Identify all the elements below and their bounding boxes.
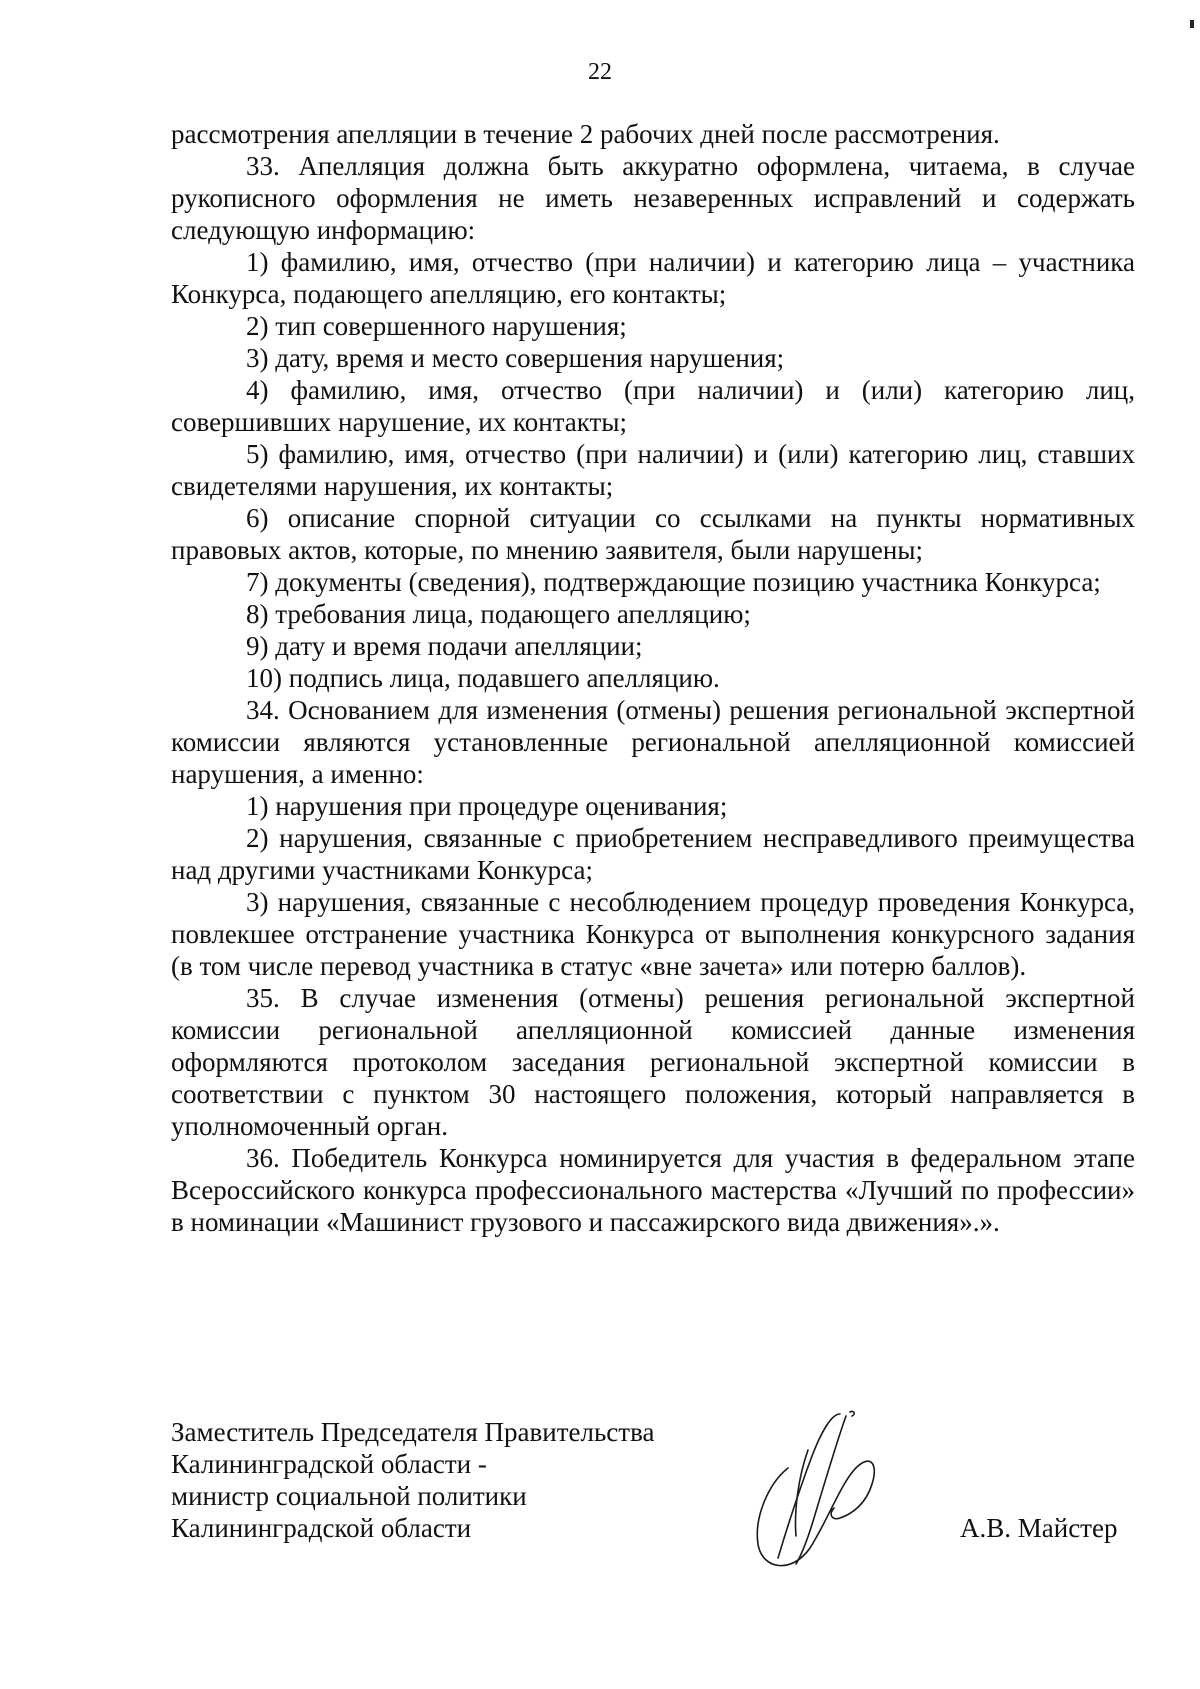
paragraph-34-item-2: 2) нарушения, связанные с приобретением несправедливого преимущества над другими участниками Конкурса; bbox=[171, 823, 1135, 885]
paragraph-33-item-4: 4) фамилию, имя, отчество (при наличии) и (или) категорию лиц, совершивших нарушение, их контакты; bbox=[171, 375, 1135, 437]
paragraph-33-item-3: 3) дату, время и место совершения нарушения; bbox=[246, 343, 785, 373]
paragraph-33-item-8: 8) требования лица, подающего апелляцию; bbox=[246, 599, 751, 629]
paragraph-33-item-9: 9) дату и время подачи апелляции; bbox=[246, 631, 643, 661]
paragraph-33-item-7: 7) документы (сведения), подтверждающие позицию участника Конкурса; bbox=[246, 567, 1101, 597]
paragraph-36: 36. Победитель Конкурса номинируется для участия в федеральном этапе Всероссийского конкурса профессионального мастерства «Лучший по профессии» в номинации «Машинист грузового и пассажирского вида движения».». bbox=[171, 1143, 1135, 1237]
paragraph-34-item-3: 3) нарушения, связанные с несоблюдением процедур проведения Конкурса, повлекшее отстранение участника Конкурса от выполнения конкурсного задания (в том числе перевод участника в статус «вне зачета» или потерю баллов). bbox=[171, 887, 1135, 981]
paragraph-continuation: рассмотрения апелляции в течение 2 рабочих дней после рассмотрения. bbox=[171, 119, 1000, 149]
signatory-position-line: министр социальной политики bbox=[171, 1481, 527, 1511]
scan-artifact bbox=[1190, 20, 1194, 28]
page-number: 22 bbox=[588, 59, 612, 85]
signatory-position bbox=[171, 1416, 731, 1544]
signatory-position-line: Заместитель Председателя Правительства bbox=[171, 1417, 655, 1447]
paragraph-34-item-1: 1) нарушения при процедуре оценивания; bbox=[246, 791, 728, 821]
signatory-position-line: Калининградской области bbox=[171, 1513, 472, 1543]
paragraph-33-item-1: 1) фамилию, имя, отчество (при наличии) и категорию лица – участника Конкурса, подающего апелляцию, его контакты; bbox=[171, 247, 1135, 309]
paragraph-33-item-10: 10) подпись лица, подавшего апелляцию. bbox=[246, 663, 720, 693]
paragraph-33-item-5: 5) фамилию, имя, отчество (при наличии) и (или) категорию лиц, ставших свидетелями нарушения, их контакты; bbox=[171, 439, 1135, 501]
handwritten-signature-icon bbox=[748, 1408, 918, 1578]
paragraph-33: 33. Апелляция должна быть аккуратно оформлена, читаема, в случае рукописного оформления не иметь незаверенных исправлений и содержать следующую информацию: bbox=[171, 151, 1135, 245]
signatory-position-line: Калининградской области - bbox=[171, 1449, 487, 1479]
paragraph-33-item-6: 6) описание спорной ситуации со ссылками на пункты нормативных правовых актов, которые, по мнению заявителя, были нарушены; bbox=[171, 503, 1135, 565]
paragraph-33-item-2: 2) тип совершенного нарушения; bbox=[246, 311, 627, 341]
paragraph-34: 34. Основанием для изменения (отмены) решения региональной экспертной комиссии являются установленные региональной апелляционной комиссией нарушения, а именно: bbox=[171, 695, 1135, 789]
signer-name: А.В. Майстер bbox=[960, 1513, 1118, 1543]
document-body bbox=[171, 118, 1135, 1238]
paragraph-35: 35. В случае изменения (отмены) решения региональной экспертной комиссии региональной апелляционной комиссией данные изменения оформляются протоколом заседания региональной экспертной комиссии в соответствии с пунктом 30 настоящего положения, который направляется в уполномоченный орган. bbox=[171, 983, 1135, 1141]
